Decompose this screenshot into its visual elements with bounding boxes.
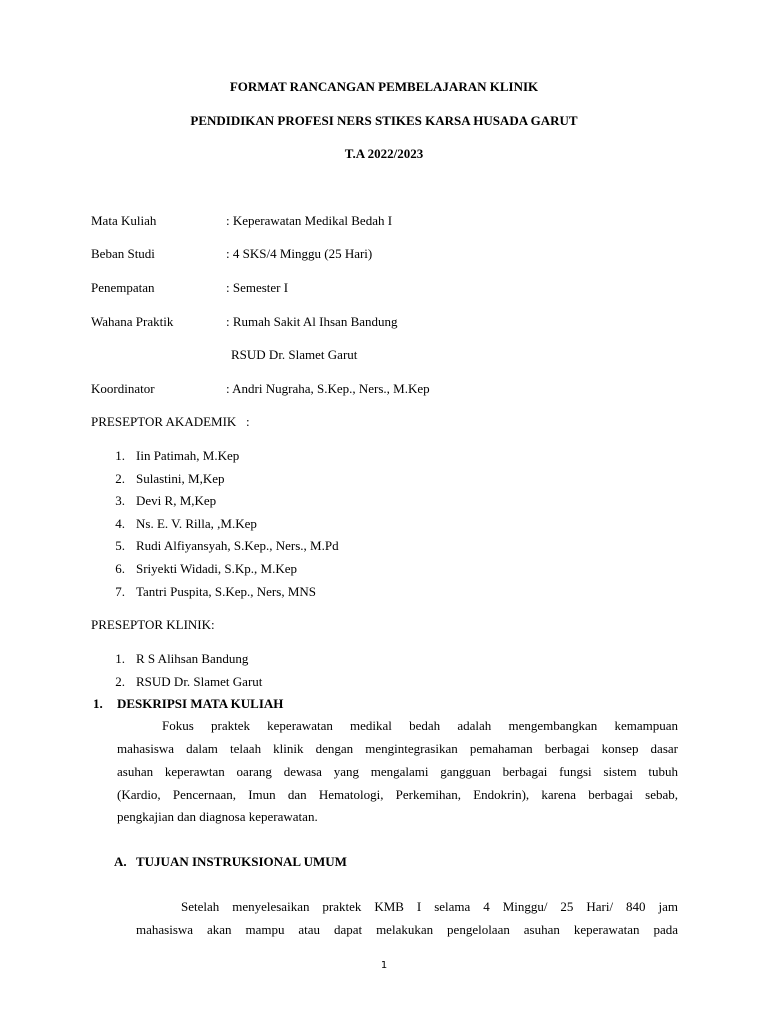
info-label-penempatan: Penempatan xyxy=(91,280,155,295)
info-label-beban-studi: Beban Studi xyxy=(91,246,155,261)
doc-title-line1: FORMAT RANCANGAN PEMBELAJARAN KLINIK xyxy=(229,79,539,94)
preseptor-klinik-heading: PRESEPTOR KLINIK: xyxy=(91,617,215,632)
list-item-number: 4. xyxy=(115,516,125,531)
page-number: 1 xyxy=(380,960,388,971)
paragraph-line: pengkajian dan diagnosa keperawatan. xyxy=(117,809,318,824)
list-item-number: 5. xyxy=(115,538,125,553)
info-label-koordinator: Koordinator xyxy=(91,381,155,396)
paragraph-line: mahasiswa dalam telaah klinik dengan mengintegrasikan pemahaman berbagai konsep dasar xyxy=(117,741,678,756)
info-value-mata-kuliah: : Keperawatan Medikal Bedah I xyxy=(226,213,393,228)
list-item: Tantri Puspita, S.Kep., Ners, MNS xyxy=(136,584,317,599)
list-item-number: 3. xyxy=(115,493,125,508)
info-value-penempatan: : Semester I xyxy=(226,280,289,295)
list-item-number: 7. xyxy=(115,584,125,599)
list-item-number: 1. xyxy=(115,448,125,463)
section-a-number: A. xyxy=(114,854,127,869)
info-value-beban-studi: : 4 SKS/4 Minggu (25 Hari) xyxy=(226,246,373,261)
list-item-number: 2. xyxy=(115,674,125,689)
list-item: Ns. E. V. Rilla, ,M.Kep xyxy=(136,516,257,531)
list-item-number: 2. xyxy=(115,471,125,486)
list-item-number: 6. xyxy=(115,561,125,576)
list-item: Sulastini, M,Kep xyxy=(136,471,225,486)
list-item: Iin Patimah, M.Kep xyxy=(136,448,240,463)
paragraph-line: Fokus praktek keperawatan medikal bedah adalah mengembangkan kemampuan xyxy=(162,718,678,733)
list-item-number: 1. xyxy=(115,651,125,666)
preseptor-akademik-heading: PRESEPTOR AKADEMIK : xyxy=(91,414,250,429)
info-value-koordinator: : Andri Nugraha, S.Kep., Ners., M.Kep xyxy=(226,381,430,396)
section-a-heading: TUJUAN INSTRUKSIONAL UMUM xyxy=(136,854,347,869)
info-value-wahana-praktik: : Rumah Sakit Al Ihsan Bandung xyxy=(226,314,398,329)
list-item: R S Alihsan Bandung xyxy=(136,651,249,666)
info-label-mata-kuliah: Mata Kuliah xyxy=(91,213,157,228)
info-label-wahana-praktik: Wahana Praktik xyxy=(91,314,174,329)
info-value-wahana-praktik-2: RSUD Dr. Slamet Garut xyxy=(231,347,358,362)
doc-title-line2: PENDIDIKAN PROFESI NERS STIKES KARSA HUSADA GARUT xyxy=(190,113,578,128)
paragraph-line: mahasiswa akan mampu atau dapat melakukan pengelolaan asuhan keperawatan pada xyxy=(136,922,678,937)
section-1-heading: DESKRIPSI MATA KULIAH xyxy=(117,696,284,711)
list-item: RSUD Dr. Slamet Garut xyxy=(136,674,263,689)
list-item: Rudi Alfiyansyah, S.Kep., Ners., M.Pd xyxy=(136,538,339,553)
section-1-number: 1. xyxy=(93,696,103,711)
doc-title-line3: T.A 2022/2023 xyxy=(344,146,424,161)
list-item: Sriyekti Widadi, S.Kp., M.Kep xyxy=(136,561,298,576)
paragraph-line: (Kardio, Pencernaan, Imun dan Hematologi, Perkemihan, Endokrin), karena berbagai sebab, xyxy=(117,787,678,802)
list-item: Devi R, M,Kep xyxy=(136,493,217,508)
paragraph-line: Setelah menyelesaikan praktek KMB I selama 4 Minggu/ 25 Hari/ 840 jam xyxy=(181,899,678,914)
paragraph-line: asuhan keperawtan oarang dewasa yang mengalami gangguan berbagai fungsi sistem tubuh xyxy=(117,764,678,779)
